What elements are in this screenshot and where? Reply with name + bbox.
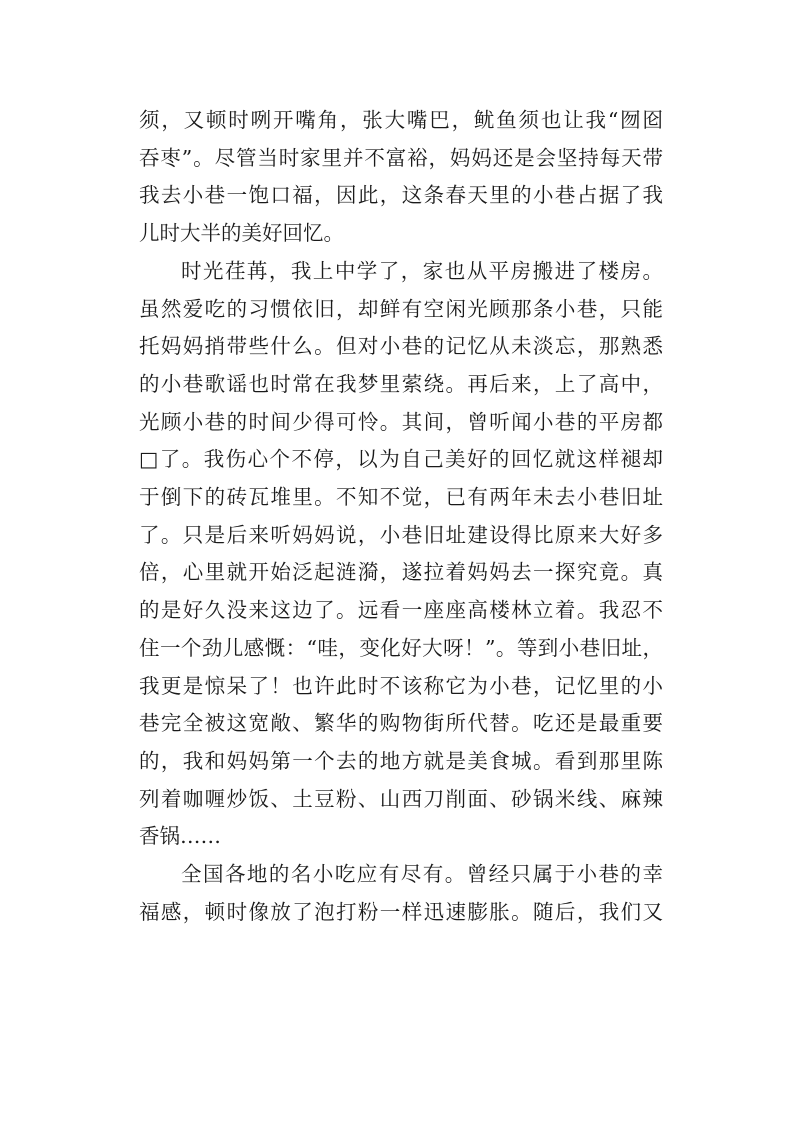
text-line: 全国各地的名小吃应有尽有。曾经只属于小巷的幸: [181, 862, 663, 886]
text-line: 的是好久没来这边了。远看一座座高楼林立着。我忍不: [139, 598, 663, 623]
text-line: 吞枣”。尽管当时家里并不富裕，妈妈还是会坚持每天带: [139, 145, 663, 170]
text-line: 我更是惊呆了！也许此时不该称它为小巷，记忆里的小: [139, 673, 663, 698]
text-line: 光顾小巷的时间少得可怜。其间，曾听闻小巷的平房都: [139, 409, 663, 434]
text-line: 我去小巷一饱口福，因此，这条春天里的小巷占据了我: [139, 183, 663, 208]
text-line: □了。我伤心个不停，以为自己美好的回忆就这样褪却: [139, 447, 663, 472]
text-line: 香锅……: [139, 824, 221, 849]
text-line: 托妈妈捎带些什么。但对小巷的记忆从未淡忘，那熟悉: [139, 334, 663, 359]
text-line: 虽然爱吃的习惯依旧，却鲜有空闲光顾那条小巷，只能: [139, 296, 663, 321]
text-line: 福感，顿时像放了泡打粉一样迅速膨胀。随后，我们又: [139, 899, 663, 924]
text-line: 住一个劲儿感慨：“哇，变化好大呀！”。等到小巷旧址，: [139, 635, 663, 660]
text-line: 倍，心里就开始泛起涟漪，遂拉着妈妈去一探究竟。真: [139, 560, 663, 585]
text-line: 巷完全被这宽敞、繁华的购物街所代替。吃还是最重要: [139, 711, 663, 736]
text-line: 的，我和妈妈第一个去的地方就是美食城。看到那里陈: [139, 748, 663, 773]
text-line: 了。只是后来听妈妈说，小巷旧址建设得比原来大好多: [139, 522, 663, 547]
text-line: 列着咖喱炒饭、土豆粉、山西刀削面、砂锅米线、麻辣: [139, 786, 663, 811]
text-line: 于倒下的砖瓦堆里。不知不觉，已有两年未去小巷旧址: [139, 485, 663, 509]
text-line: 须，又顿时咧开嘴角，张大嘴巴，鱿鱼须也让我“囫囵: [139, 108, 663, 132]
text-line: 时光荏苒，我上中学了，家也从平房搬进了楼房。: [181, 258, 663, 283]
text-line: 的小巷歌谣也时常在我梦里萦绕。再后来，上了高中，: [139, 371, 663, 396]
text-line: 儿时大半的美好回忆。: [139, 221, 344, 246]
